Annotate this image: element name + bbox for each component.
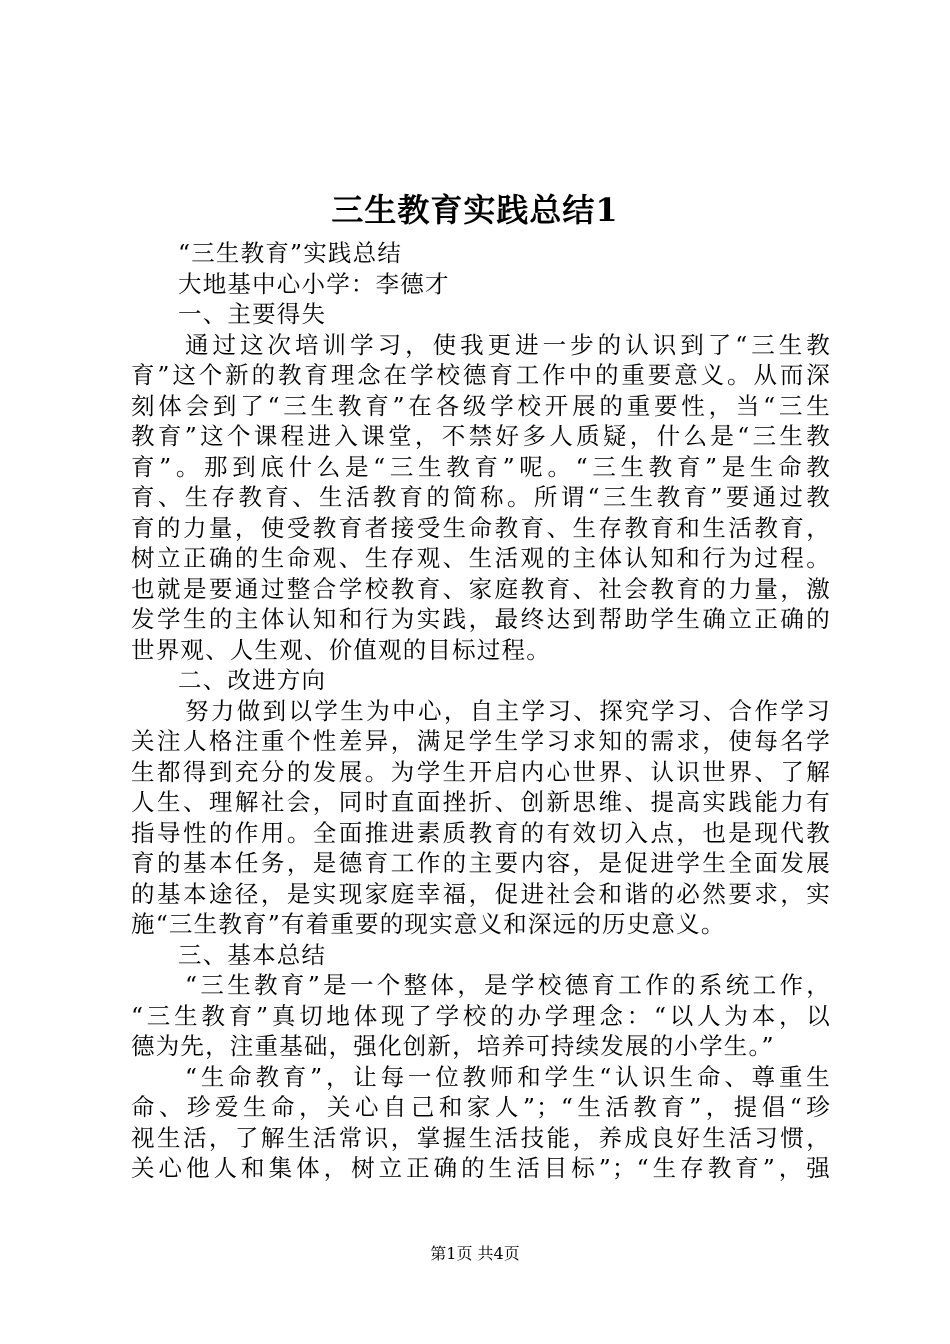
page-footer: 第1页 共4页	[430, 1244, 520, 1263]
text-line: 视生活，了解生活常识，掌握生活技能，养成良好生活习惯，	[131, 1123, 831, 1152]
text-line: 育”。那到底什么是“三生教育”呢。“三生教育”是生命教	[131, 452, 831, 481]
text-line: “三生教育”真切地体现了学校的办学理念：“以人为本，以	[131, 1001, 831, 1030]
text-line: 二、改进方向	[178, 666, 327, 694]
text-line: 发学生的主体认知和行为实践，最终达到帮助学生确立正确的	[131, 605, 831, 633]
text-line: 通过这次培训学习，使我更进一步的认识到了“三生教	[185, 330, 831, 359]
text-line: 大地基中心小学：李德才	[178, 269, 450, 298]
text-line: 生都得到充分的发展。为学生开启内心世界、认识世界、了解	[131, 757, 831, 786]
text-line: 施“三生教育”有着重要的现实意义和深远的历史意义。	[131, 910, 726, 938]
text-line: 命、珍爱生命，关心自己和家人”；“生活教育”，提倡“珍	[131, 1093, 831, 1121]
text-line: 指导性的作用。全面推进素质教育的有效切入点，也是现代教	[131, 818, 831, 847]
text-line: “三生教育”是一个整体，是学校德育工作的系统工作，	[185, 971, 831, 999]
text-line: 育、生存教育、生活教育的简称。所谓“三生教育”要通过教	[131, 483, 831, 511]
text-line: 德为先，注重基础，强化创新，培养可持续发展的小学生。”	[131, 1032, 775, 1060]
text-line: 世界观、人生观、价值观的目标过程。	[131, 635, 551, 664]
text-line: “三生教育”实践总结	[178, 239, 403, 267]
text-line: 的基本途径，是实现家庭幸福，促进社会和谐的必然要求，实	[131, 879, 831, 908]
text-line: 一、主要得失	[178, 300, 327, 328]
text-line: “生命教育”，让每一位教师和学生“认识生命、尊重生	[185, 1062, 831, 1091]
text-line: 关心他人和集体，树立正确的生活目标”；“生存教育”，强	[131, 1154, 831, 1182]
text-line: 人生、理解社会，同时直面挫折、创新思维、提高实践能力有	[131, 788, 831, 816]
text-line: 教育”这个课程进入课堂，不禁好多人质疑，什么是“三生教	[131, 422, 831, 450]
text-line: 关注人格注重个性差异，满足学生学习求知的需求，使每名学	[131, 727, 831, 755]
text-line: 育的基本任务，是德育工作的主要内容，是促进学生全面发展	[131, 849, 831, 877]
text-line: 三、基本总结	[178, 940, 327, 969]
document-body	[131, 238, 831, 1184]
document-title: 三生教育实践总结1	[331, 191, 619, 229]
text-line: 刻体会到了“三生教育”在各级学校开展的重要性，当“三生	[131, 391, 831, 420]
text-line: 育”这个新的教育理念在学校德育工作中的重要意义。从而深	[131, 361, 831, 389]
text-line: 育的力量，使受教育者接受生命教育、生存教育和生活教育，	[131, 513, 831, 542]
text-line: 努力做到以学生为中心，自主学习、探究学习、合作学习	[185, 696, 831, 725]
text-line: 树立正确的生命观、生存观、生活观的主体认知和行为过程。	[131, 544, 831, 572]
text-line: 也就是要通过整合学校教育、家庭教育、社会教育的力量，激	[131, 574, 831, 603]
